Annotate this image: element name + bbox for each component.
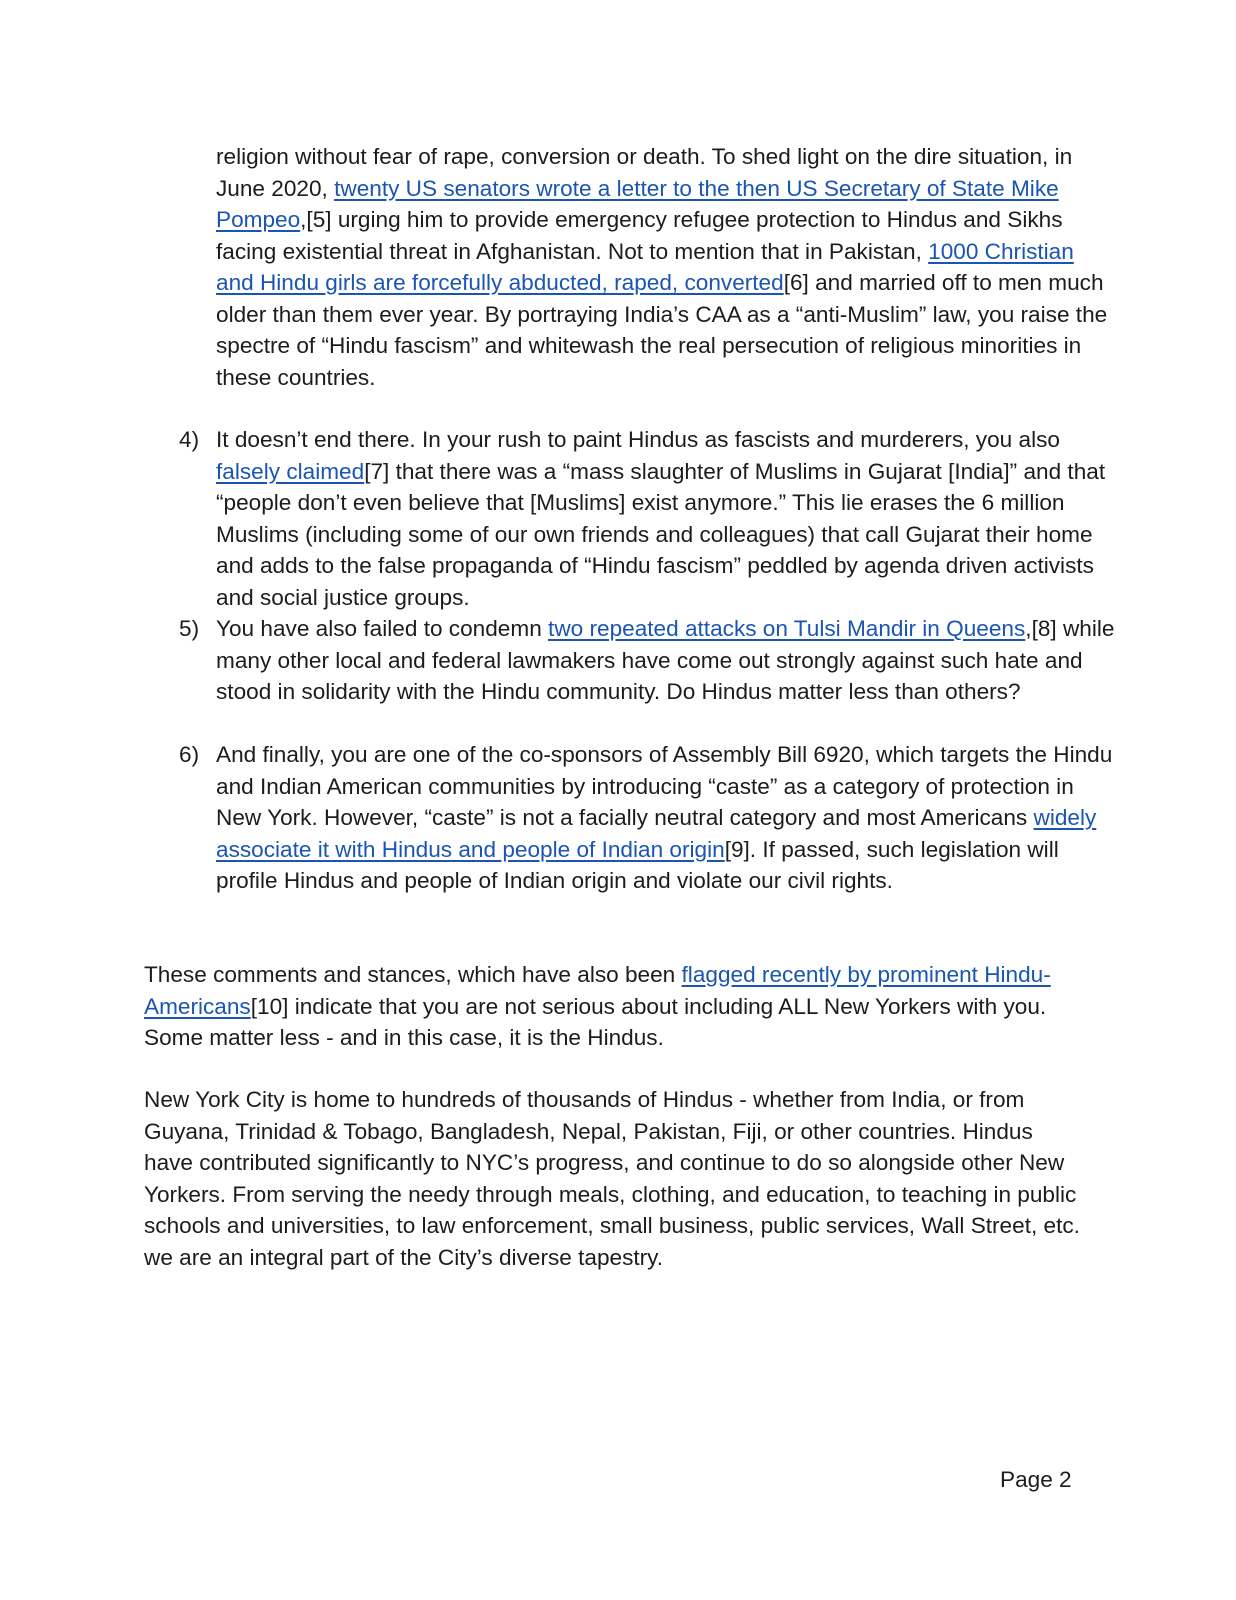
text-segment: And finally, you are one of the co-sponsors of Assembly Bill 6920, which targets the Hindu and Indian American communities by introducing “caste” as a category of protection in New York. However, “caste” is not a facially neutral category and most Americans [216, 742, 1113, 830]
text-segment: ,[5] urging him to provide emergency refugee protection to Hindus and Sikhs facing existential threat in Afghanistan. Not to mention that in Pakistan, [216, 207, 1063, 264]
tulsi-mandir-link[interactable]: two repeated attacks on Tulsi Mandir in Queens [548, 616, 1026, 641]
flagged-recently-link[interactable]: flagged recently by prominent Hindu-Americans [144, 962, 1051, 1019]
text-segment: [9]. If passed, such legislation will profile Hindus and people of Indian origin and violate our civil rights. [216, 836, 1059, 893]
abducted-girls-link[interactable]: 1000 Christian and Hindu girls are forcefully abducted, raped, converted [216, 238, 1074, 295]
falsely-claimed-link[interactable]: falsely claimed [216, 458, 365, 484]
list-number: 4) [179, 427, 200, 452]
text-segment: It doesn’t end there. In your rush to paint Hindus as fascists and murderers, you also [216, 427, 1060, 452]
page-number: Page 2 [1000, 1467, 1072, 1492]
text-segment: [10] indicate that you are not serious about including ALL New Yorkers with you. Some matter less - and in this case, it is the Hindus. [144, 993, 1047, 1050]
text-segment: [7] that there was a “mass slaughter of Muslims in Gujarat [India]” and that “people don’t even believe that [Muslims] exist anymore.” This lie erases the 6 million Muslims (including some of our own friends and colleagues) that call Gujarat their home and adds to the false propaganda of “Hindu fascism” peddled by agenda driven activists and social justice groups. [216, 458, 1106, 610]
text-segment: [6] and married off to men much older than them ever year. By portraying India’s CAA as a “anti-Muslim” law, you raise the spectre of “Hindu fascism” and whitewash the real persecution of religious minorities in these countries. [216, 270, 1108, 390]
caste-association-link[interactable]: widely associate it with Hindus and people of Indian origin [216, 805, 1097, 862]
text-segment: These comments and stances, which have also been [144, 962, 682, 987]
senators-letter-link[interactable]: twenty US senators wrote a letter to the then US Secretary of State Mike Pompeo [216, 175, 1059, 232]
list-item-6 [179, 739, 1116, 897]
list-item-5 [179, 613, 1116, 708]
paragraph-nyc-hindus: New York City is home to hundreds of thousands of Hindus - whether from India, or from Guyana, Trinidad & Tobago, Bangladesh, Nepal, Pakistan, Fiji, or other countries. Hindus have contributed significantly to NYC’s progress, and continue to do so alongside other New Yorkers. From serving the needy through meals, clothing, and education, to teaching in public schools and universities, to law enforcement, small business, public services, Wall Street, etc. we are an integral part of the City’s diverse tapestry. [144, 1087, 1080, 1270]
list-item-4 [179, 424, 1116, 613]
text-segment: You have also failed to condemn [216, 616, 549, 641]
text-segment: ,[8] while many other local and federal lawmakers have come out strongly against such hate and stood in solidarity with the Hindu community. Do Hindus matter less than others? [216, 616, 1115, 704]
list-number: 5) [179, 616, 200, 641]
text-segment: religion without fear of rape, conversion or death. To shed light on the dire situation, in June 2020, [216, 144, 1073, 201]
paragraph-comments [144, 959, 1084, 1054]
list-number: 6) [179, 742, 200, 767]
list-item-continuation [216, 141, 1116, 393]
